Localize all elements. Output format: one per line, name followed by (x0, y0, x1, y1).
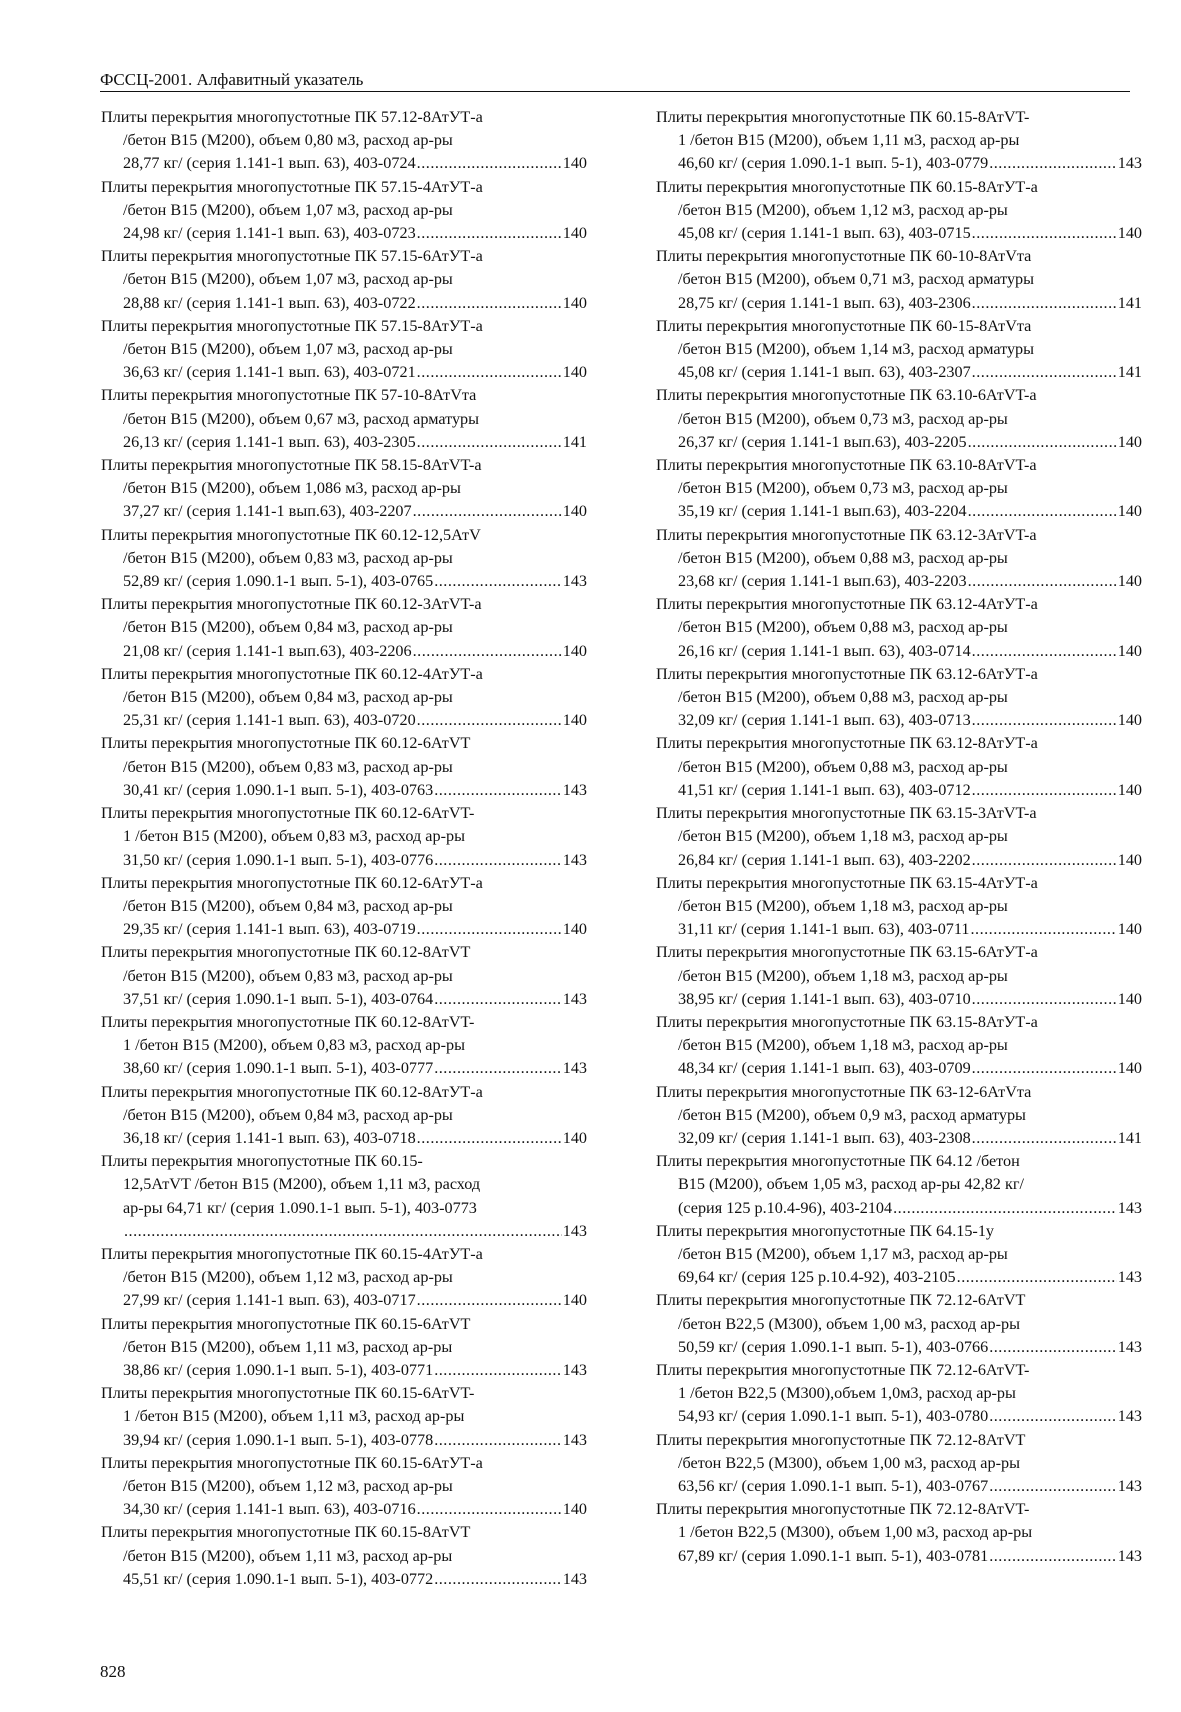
entry-page-number: 140 (562, 1291, 587, 1310)
dot-leader (417, 1498, 562, 1521)
entry-reference-text: 26,37 кг/ (серия 1.141-1 вып.63), 403-2205 (678, 432, 967, 451)
entry-title-line: Плиты перекрытия многопустотные ПК 63-12-6АтVта (656, 1082, 1032, 1101)
index-entry (101, 1452, 587, 1522)
dot-leader (417, 918, 562, 941)
entry-reference-line (656, 1475, 1142, 1498)
entry-page-number: 140 (1117, 850, 1142, 869)
entry-page-number: 140 (1117, 920, 1142, 939)
entry-continuation-line: /бетон В15 (М200), объем 0,88 м3, расход ар-ры (678, 618, 1008, 637)
index-entry (101, 802, 587, 872)
entry-title-line: Плиты перекрытия многопустотные ПК 60.12-3АтVT-а (101, 595, 482, 614)
entry-reference-line (101, 431, 587, 454)
entry-title-line: Плиты перекрытия многопустотные ПК 57.15-6АтУТ-а (101, 247, 483, 266)
entry-continuation-line: 1 /бетон В15 (М200), объем 0,83 м3, расход ар-ры (123, 1036, 465, 1055)
entry-reference-line (101, 292, 587, 315)
dot-leader (413, 500, 562, 523)
entry-reference-text: (серия 125 р.10.4-96), 403-2104 (678, 1198, 893, 1217)
entry-reference-text: 26,13 кг/ (серия 1.141-1 вып. 63), 403-2305 (123, 432, 416, 451)
entry-page-number: 140 (1117, 502, 1142, 521)
entry-title-line: Плиты перекрытия многопустотные ПК 60.15- (101, 1152, 423, 1171)
entry-reference-text: 67,89 кг/ (серия 1.090.1-1 вып. 5-1), 403-0781 (678, 1546, 989, 1565)
entry-continuation-line: /бетон В15 (М200), объем 0,84 м3, расход ар-ры (123, 1105, 453, 1124)
entry-page-number: 141 (1117, 363, 1142, 382)
index-entry (101, 732, 587, 802)
entry-title-line: Плиты перекрытия многопустотные ПК 57.15-4АтУТ-а (101, 177, 483, 196)
index-entry (101, 1521, 587, 1591)
entry-continuation-line: /бетон В15 (М200), объем 1,07 м3, расход ар-ры (123, 200, 453, 219)
entry-continuation-line: 1 /бетон В22,5 (М300),объем 1,0м3, расход ар-ры (678, 1384, 1016, 1403)
entry-page-number: 143 (1117, 154, 1142, 173)
index-entry (656, 454, 1142, 524)
entry-title-line: Плиты перекрытия многопустотные ПК 63.12-8АтУТ-а (656, 734, 1038, 753)
entry-page-number: 143 (562, 1430, 587, 1449)
entry-reference-text: 25,31 кг/ (серия 1.141-1 вып. 63), 403-0720 (123, 711, 416, 730)
entry-page-number: 143 (1117, 1407, 1142, 1426)
index-entry (656, 176, 1142, 246)
index-entry (101, 1243, 587, 1313)
entry-reference-text: 27,99 кг/ (серия 1.141-1 вып. 63), 403-0717 (123, 1291, 416, 1310)
entry-reference-text: 38,95 кг/ (серия 1.141-1 вып. 63), 403-0710 (678, 989, 971, 1008)
entry-page-number: 140 (1117, 641, 1142, 660)
entry-title-line: Плиты перекрытия многопустотные ПК 60.15-8АтVT (101, 1523, 471, 1542)
dot-leader (968, 570, 1117, 593)
index-entry (656, 732, 1142, 802)
entry-reference-line (656, 361, 1142, 384)
entry-page-number: 143 (562, 1059, 587, 1078)
entry-reference-text: 21,08 кг/ (серия 1.141-1 вып.63), 403-2206 (123, 641, 412, 660)
entry-reference-text: 48,34 кг/ (серия 1.141-1 вып. 63), 403-0709 (678, 1059, 971, 1078)
dot-leader (124, 1220, 562, 1243)
entry-reference-text: 36,18 кг/ (серия 1.141-1 вып. 63), 403-0718 (123, 1128, 416, 1147)
entry-title-line: Плиты перекрытия многопустотные ПК 60.15-4АтУТ-а (101, 1244, 483, 1263)
entry-reference-line (101, 1127, 587, 1150)
entry-reference-text: 38,86 кг/ (серия 1.090.1-1 вып. 5-1), 403-0771 (123, 1360, 434, 1379)
index-column-left (101, 106, 587, 1591)
dot-leader (972, 709, 1117, 732)
entry-reference-line (101, 779, 587, 802)
index-entry (656, 524, 1142, 594)
index-entry (656, 872, 1142, 942)
entry-reference-text: 45,08 кг/ (серия 1.141-1 вып. 63), 403-2307 (678, 363, 971, 382)
entry-page-number: 140 (1117, 224, 1142, 243)
index-entry (656, 1150, 1142, 1220)
dot-leader (417, 709, 562, 732)
index-entry (101, 1150, 587, 1243)
index-entry (656, 1220, 1142, 1290)
dot-leader (972, 292, 1117, 315)
entry-title-line: Плиты перекрытия многопустотные ПК 64.15-1у (656, 1221, 995, 1240)
entry-page-number: 140 (562, 1128, 587, 1147)
page-number: 828 (100, 1662, 126, 1681)
entry-reference-line (101, 361, 587, 384)
entry-page-number: 143 (1117, 1546, 1142, 1565)
entry-continuation-line: /бетон В15 (М200), объем 1,086 м3, расход ар-ры (123, 479, 461, 498)
entry-title-line: Плиты перекрытия многопустотные ПК 57.12-8АтУТ-а (101, 108, 483, 126)
entry-reference-text: 28,88 кг/ (серия 1.141-1 вып. 63), 403-0722 (123, 293, 416, 312)
dot-leader (968, 431, 1117, 454)
entry-reference-text: 26,84 кг/ (серия 1.141-1 вып. 63), 403-2202 (678, 850, 971, 869)
index-entry (656, 106, 1142, 176)
entry-title-line: Плиты перекрытия многопустотные ПК 60.12-8АтVT (101, 943, 471, 962)
entry-reference-text: 29,35 кг/ (серия 1.141-1 вып. 63), 403-0719 (123, 920, 416, 939)
index-entry (656, 384, 1142, 454)
entry-reference-text: 24,98 кг/ (серия 1.141-1 вып. 63), 403-0723 (123, 224, 416, 243)
entry-title-line: Плиты перекрытия многопустотные ПК 63.15-6АтУТ-а (656, 943, 1038, 962)
dot-leader (957, 1266, 1117, 1289)
entry-reference-line (656, 152, 1142, 175)
dot-leader (972, 988, 1117, 1011)
entry-continuation-line: 1 /бетон В15 (М200), объем 1,11 м3, расход ар-ры (123, 1407, 465, 1426)
index-entry (101, 106, 587, 176)
entry-reference-text: 45,51 кг/ (серия 1.090.1-1 вып. 5-1), 403-0772 (123, 1569, 434, 1588)
index-entry (656, 593, 1142, 663)
entry-reference-text: 36,63 кг/ (серия 1.141-1 вып. 63), 403-0721 (123, 363, 416, 382)
index-entry (101, 454, 587, 524)
entry-reference-line (101, 1220, 587, 1243)
dot-leader (417, 1127, 562, 1150)
entry-title-line: Плиты перекрытия многопустотные ПК 60-10-8АтVта (656, 247, 1032, 266)
entry-page-number: 143 (562, 1569, 587, 1588)
entry-page-number: 140 (562, 224, 587, 243)
entry-title-line: Плиты перекрытия многопустотные ПК 58.15-8АтVT-а (101, 456, 482, 475)
entry-reference-line (656, 222, 1142, 245)
entry-reference-line (656, 1336, 1142, 1359)
dot-leader (417, 152, 562, 175)
dot-leader (417, 1289, 562, 1312)
entry-page-number: 140 (1117, 989, 1142, 1008)
entry-reference-text: 28,75 кг/ (серия 1.141-1 вып. 63), 403-2306 (678, 293, 971, 312)
entry-continuation-line: /бетон В15 (М200), объем 0,88 м3, расход ар-ры (678, 757, 1008, 776)
entry-title-line: Плиты перекрытия многопустотные ПК 63.15-3АтVT-а (656, 804, 1037, 823)
entry-reference-text: 32,09 кг/ (серия 1.141-1 вып. 63), 403-0713 (678, 711, 971, 730)
entry-reference-text: 54,93 кг/ (серия 1.090.1-1 вып. 5-1), 403-0780 (678, 1407, 989, 1426)
entry-continuation-line: 12,5АтVT /бетон В15 (М200), объем 1,11 м3, расход (123, 1175, 481, 1194)
entry-title-line: Плиты перекрытия многопустотные ПК 60.15-6АтVT- (101, 1384, 475, 1403)
dot-leader (434, 1568, 562, 1591)
entry-reference-line (656, 1057, 1142, 1080)
entry-continuation-line: /бетон В15 (М200), объем 1,07 м3, расход ар-ры (123, 340, 453, 359)
entry-title-line: Плиты перекрытия многопустотные ПК 60.15-6АтУТ-а (101, 1453, 483, 1472)
entry-reference-text: 32,09 кг/ (серия 1.141-1 вып. 63), 403-2308 (678, 1128, 971, 1147)
entry-continuation-line: /бетон В15 (М200), объем 0,83 м3, расход ар-ры (123, 757, 453, 776)
entry-title-line: Плиты перекрытия многопустотные ПК 60.12-12,5АтV (101, 525, 481, 544)
entry-continuation-line: /бетон В15 (М200), объем 0,84 м3, расход ар-ры (123, 688, 453, 707)
index-entry (101, 1382, 587, 1452)
entry-title-line: Плиты перекрытия многопустотные ПК 60.12-8АтVT- (101, 1012, 475, 1031)
entry-continuation-line: /бетон В15 (М200), объем 0,88 м3, расход ар-ры (678, 688, 1008, 707)
entry-reference-line (101, 1498, 587, 1521)
entry-title-line: Плиты перекрытия многопустотные ПК 60-15-8АтVта (656, 316, 1032, 335)
entry-reference-text: 35,19 кг/ (серия 1.141-1 вып.63), 403-2204 (678, 502, 967, 521)
index-entry (101, 524, 587, 594)
entry-title-line: Плиты перекрытия многопустотные ПК 60.12-4АтУТ-а (101, 664, 483, 683)
entry-continuation-line: 1 /бетон В15 (М200), объем 1,11 м3, расход ар-ры (678, 131, 1020, 150)
entry-page-number: 140 (1117, 780, 1142, 799)
entry-reference-line (656, 988, 1142, 1011)
index-entry (656, 941, 1142, 1011)
entry-reference-line (101, 709, 587, 732)
dot-leader (893, 1197, 1117, 1220)
entry-reference-text: 39,94 кг/ (серия 1.090.1-1 вып. 5-1), 403-0778 (123, 1430, 434, 1449)
entry-reference-text: 69,64 кг/ (серия 125 р.10.4-92), 403-2105 (678, 1268, 956, 1287)
entry-page-number: 140 (562, 920, 587, 939)
index-entry (101, 593, 587, 663)
entry-reference-text: 31,50 кг/ (серия 1.090.1-1 вып. 5-1), 403-0776 (123, 850, 434, 869)
index-entry (656, 663, 1142, 733)
entry-reference-line (656, 1405, 1142, 1428)
entry-page-number: 143 (562, 1360, 587, 1379)
entry-continuation-line: /бетон В15 (М200), объем 1,11 м3, расход ар-ры (123, 1337, 453, 1356)
index-entry (656, 1498, 1142, 1568)
entry-reference-line (101, 849, 587, 872)
dot-leader (989, 1475, 1117, 1498)
entry-continuation-line: /бетон В15 (М200), объем 0,83 м3, расход ар-ры (123, 966, 453, 985)
entry-reference-line (656, 849, 1142, 872)
index-entry (656, 1289, 1142, 1359)
entry-page-number: 143 (1117, 1268, 1142, 1287)
entry-page-number: 143 (562, 780, 587, 799)
entry-reference-text: 34,30 кг/ (серия 1.141-1 вып. 63), 403-0716 (123, 1500, 416, 1519)
entry-reference-line (656, 918, 1142, 941)
dot-leader (972, 640, 1117, 663)
entry-reference-line (656, 431, 1142, 454)
entry-reference-text: 30,41 кг/ (серия 1.090.1-1 вып. 5-1), 403-0763 (123, 780, 434, 799)
index-entry (656, 1429, 1142, 1499)
entry-continuation-line: /бетон В15 (М200), объем 1,14 м3, расход арматуры (678, 340, 1035, 359)
entry-continuation-line: /бетон В15 (М200), объем 1,12 м3, расход ар-ры (123, 1476, 453, 1495)
entry-continuation-line: В15 (М200), объем 1,05 м3, расход ар-ры 42,82 кг/ (678, 1175, 1024, 1194)
entry-reference-text: 50,59 кг/ (серия 1.090.1-1 вып. 5-1), 403-0766 (678, 1337, 989, 1356)
entry-continuation-line: /бетон В15 (М200), объем 0,71 м3, расход арматуры (678, 270, 1035, 289)
entry-continuation-line: /бетон В22,5 (М300), объем 1,00 м3, расход ар-ры (678, 1314, 1020, 1333)
entry-title-line: Плиты перекрытия многопустотные ПК 63.15-8АтУТ-а (656, 1012, 1038, 1031)
entry-page-number: 141 (562, 432, 587, 451)
entry-page-number: 143 (562, 850, 587, 869)
entry-continuation-line: /бетон В15 (М200), объем 1,18 м3, расход ар-ры (678, 1036, 1008, 1055)
entry-reference-line (656, 570, 1142, 593)
index-entry (101, 1011, 587, 1081)
entry-reference-line (656, 1127, 1142, 1150)
dot-leader (434, 779, 562, 802)
entry-continuation-line: /бетон В15 (М200), объем 0,88 м3, расход ар-ры (678, 548, 1008, 567)
entry-title-line: Плиты перекрытия многопустотные ПК 60.12-6АтVT- (101, 804, 475, 823)
entry-title-line: Плиты перекрытия многопустотные ПК 60.12-6АтVT (101, 734, 471, 753)
dot-leader (434, 1429, 562, 1452)
entry-continuation-line: /бетон В15 (М200), объем 1,17 м3, расход ар-ры (678, 1244, 1008, 1263)
dot-leader (972, 1127, 1117, 1150)
dot-leader (972, 1057, 1117, 1080)
dot-leader (968, 500, 1117, 523)
entry-reference-line (656, 1545, 1142, 1568)
entry-title-line: Плиты перекрытия многопустотные ПК 60.15-6АтVT (101, 1314, 471, 1333)
entry-page-number: 140 (1117, 432, 1142, 451)
entry-page-number: 140 (562, 502, 587, 521)
index-entry (656, 1359, 1142, 1429)
entry-title-line: Плиты перекрытия многопустотные ПК 72.12-6АтVT (656, 1291, 1026, 1310)
entry-page-number: 140 (562, 363, 587, 382)
entry-continuation-line: /бетон В15 (М200), объем 0,84 м3, расход ар-ры (123, 618, 453, 637)
entry-title-line: Плиты перекрытия многопустотные ПК 57.15-8АтУТ-а (101, 316, 483, 335)
entry-title-line: Плиты перекрытия многопустотные ПК 57-10-8АтVта (101, 386, 477, 405)
dot-leader (417, 361, 562, 384)
entry-reference-line (101, 1568, 587, 1591)
entry-title-line: Плиты перекрытия многопустотные ПК 60.15-8АтVT- (656, 108, 1030, 126)
entry-reference-line (101, 222, 587, 245)
entry-reference-line (101, 1057, 587, 1080)
entry-page-number: 140 (562, 1500, 587, 1519)
entry-continuation-line: /бетон В15 (М200), объем 1,11 м3, расход ар-ры (123, 1546, 453, 1565)
entry-reference-line (101, 1429, 587, 1452)
entry-continuation-line: /бетон В15 (М200), объем 0,84 м3, расход ар-ры (123, 896, 453, 915)
dot-leader (989, 1545, 1117, 1568)
dot-leader (413, 640, 562, 663)
entry-page-number: 143 (1117, 1198, 1142, 1217)
entry-continuation-line: 1 /бетон В15 (М200), объем 0,83 м3, расход ар-ры (123, 827, 465, 846)
entry-continuation-line: /бетон В15 (М200), объем 0,83 м3, расход ар-ры (123, 548, 453, 567)
entry-continuation-line: /бетон В15 (М200), объем 0,73 м3, расход ар-ры (678, 409, 1008, 428)
header-title: ФССЦ-2001. Алфавитный указатель (100, 70, 364, 89)
entry-title-line: Плиты перекрытия многопустотные ПК 72.12-8АтVT (656, 1430, 1026, 1449)
entry-reference-line (656, 500, 1142, 523)
entry-title-line: Плиты перекрытия многопустотные ПК 72.12-8АтVT- (656, 1500, 1030, 1519)
entry-reference-line (656, 1197, 1142, 1220)
dot-leader (417, 222, 562, 245)
entry-continuation-line: /бетон В15 (М200), объем 1,18 м3, расход ар-ры (678, 896, 1008, 915)
index-entry (101, 872, 587, 942)
entry-reference-line (101, 500, 587, 523)
entry-continuation-line: /бетон В15 (М200), объем 0,73 м3, расход ар-ры (678, 479, 1008, 498)
entry-reference-line (656, 640, 1142, 663)
entry-continuation-line: /бетон В15 (М200), объем 1,07 м3, расход ар-ры (123, 270, 453, 289)
entry-title-line: Плиты перекрытия многопустотные ПК 63.12-3АтVT-а (656, 525, 1037, 544)
entry-page-number: 141 (1117, 1128, 1142, 1147)
entry-page-number: 140 (1117, 572, 1142, 591)
index-entry (656, 1011, 1142, 1081)
dot-leader (434, 849, 562, 872)
entry-reference-line (656, 1266, 1142, 1289)
entry-page-number: 141 (1117, 293, 1142, 312)
dot-leader (417, 431, 562, 454)
dot-leader (972, 222, 1117, 245)
entry-reference-line (101, 988, 587, 1011)
entry-reference-text: 52,89 кг/ (серия 1.090.1-1 вып. 5-1), 403-0765 (123, 572, 434, 591)
index-entry (101, 941, 587, 1011)
entry-continuation-line: /бетон В15 (М200), объем 0,9 м3, расход арматуры (678, 1105, 1026, 1124)
entry-reference-text: 37,27 кг/ (серия 1.141-1 вып.63), 403-2207 (123, 502, 412, 521)
entry-continuation-line: /бетон В15 (М200), объем 1,12 м3, расход ар-ры (123, 1268, 453, 1287)
index-entry (101, 384, 587, 454)
entry-title-line: Плиты перекрытия многопустотные ПК 63.10-6АтVT-а (656, 386, 1037, 405)
entry-reference-text: 45,08 кг/ (серия 1.141-1 вып. 63), 403-0715 (678, 224, 971, 243)
entry-continuation-line: /бетон В15 (М200), объем 0,80 м3, расход ар-ры (123, 131, 453, 150)
entry-continuation-line: /бетон В15 (М200), объем 1,18 м3, расход ар-ры (678, 966, 1008, 985)
dot-leader (989, 152, 1117, 175)
entry-title-line: Плиты перекрытия многопустотные ПК 72.12-6АтVT- (656, 1360, 1030, 1379)
entry-title-line: Плиты перекрытия многопустотные ПК 60.15-8АтУТ-а (656, 177, 1038, 196)
dot-leader (434, 1057, 562, 1080)
entry-reference-text: 26,16 кг/ (серия 1.141-1 вып. 63), 403-0714 (678, 641, 971, 660)
entry-reference-text: 41,51 кг/ (серия 1.141-1 вып. 63), 403-0712 (678, 780, 971, 799)
entry-page-number: 140 (562, 641, 587, 660)
index-entry (656, 315, 1142, 385)
entry-reference-line (101, 640, 587, 663)
dot-leader (434, 570, 562, 593)
entry-page-number: 143 (562, 572, 587, 591)
dot-leader (972, 779, 1117, 802)
dot-leader (970, 918, 1116, 941)
entry-continuation-line: /бетон В22,5 (М300), объем 1,00 м3, расход ар-ры (678, 1453, 1020, 1472)
index-entry (101, 1313, 587, 1383)
index-entry (101, 663, 587, 733)
dot-leader (417, 292, 562, 315)
entry-reference-text: 23,68 кг/ (серия 1.141-1 вып.63), 403-2203 (678, 572, 967, 591)
entry-reference-text: 28,77 кг/ (серия 1.141-1 вып. 63), 403-0724 (123, 154, 416, 173)
index-entry (101, 315, 587, 385)
entry-reference-text: 37,51 кг/ (серия 1.090.1-1 вып. 5-1), 403-0764 (123, 989, 434, 1008)
entry-reference-line (101, 1359, 587, 1382)
dot-leader (989, 1336, 1117, 1359)
page-header (100, 70, 1130, 92)
entry-reference-text: 38,60 кг/ (серия 1.090.1-1 вып. 5-1), 403-0777 (123, 1059, 434, 1078)
entry-reference-line (656, 292, 1142, 315)
entry-reference-line (101, 918, 587, 941)
entry-reference-text: 46,60 кг/ (серия 1.090.1-1 вып. 5-1), 403-0779 (678, 154, 989, 173)
dot-leader (972, 849, 1117, 872)
entry-continuation-line: /бетон В15 (М200), объем 1,12 м3, расход ар-ры (678, 200, 1008, 219)
index-entry (101, 245, 587, 315)
index-entry (101, 1081, 587, 1151)
entry-page-number: 143 (562, 1221, 587, 1240)
entry-title-line: Плиты перекрытия многопустотные ПК 63.12-4АтУТ-а (656, 595, 1038, 614)
index-column-right (656, 106, 1142, 1568)
dot-leader (434, 988, 562, 1011)
index-entry (656, 802, 1142, 872)
entry-page-number: 143 (1117, 1337, 1142, 1356)
entry-reference-line (656, 779, 1142, 802)
entry-title-line: Плиты перекрытия многопустотные ПК 63.12-6АтУТ-а (656, 664, 1038, 683)
entry-reference-line (101, 570, 587, 593)
entry-reference-text: 63,56 кг/ (серия 1.090.1-1 вып. 5-1), 403-0767 (678, 1476, 989, 1495)
index-entry (656, 1081, 1142, 1151)
entry-title-line: Плиты перекрытия многопустотные ПК 63.15-4АтУТ-а (656, 873, 1038, 892)
entry-page-number: 140 (1117, 711, 1142, 730)
index-entry (101, 176, 587, 246)
dot-leader (434, 1359, 562, 1382)
entry-continuation-line: ар-ры 64,71 кг/ (серия 1.090.1-1 вып. 5-1), 403-0773 (123, 1198, 477, 1217)
entry-title-line: Плиты перекрытия многопустотные ПК 64.12 /бетон (656, 1152, 1020, 1171)
entry-title-line: Плиты перекрытия многопустотные ПК 60.12-6АтУТ-а (101, 873, 483, 892)
entry-page-number: 140 (562, 293, 587, 312)
entry-page-number: 143 (562, 989, 587, 1008)
entry-reference-line (101, 152, 587, 175)
entry-continuation-line: /бетон В15 (М200), объем 1,18 м3, расход ар-ры (678, 827, 1008, 846)
entry-reference-line (101, 1289, 587, 1312)
entry-continuation-line: /бетон В15 (М200), объем 0,67 м3, расход арматуры (123, 409, 480, 428)
entry-page-number: 140 (1117, 1059, 1142, 1078)
dot-leader (989, 1405, 1117, 1428)
entry-reference-text: 31,11 кг/ (серия 1.141-1 вып. 63), 403-0711 (678, 920, 970, 939)
entry-title-line: Плиты перекрытия многопустотные ПК 60.12-8АтУТ-а (101, 1082, 483, 1101)
entry-reference-line (656, 709, 1142, 732)
entry-page-number: 143 (1117, 1476, 1142, 1495)
index-entry (656, 245, 1142, 315)
entry-continuation-line: 1 /бетон В22,5 (М300), объем 1,00 м3, расход ар-ры (678, 1523, 1033, 1542)
dot-leader (972, 361, 1117, 384)
entry-page-number: 140 (562, 711, 587, 730)
entry-title-line: Плиты перекрытия многопустотные ПК 63.10-8АтVT-а (656, 456, 1037, 475)
entry-page-number: 140 (562, 154, 587, 173)
